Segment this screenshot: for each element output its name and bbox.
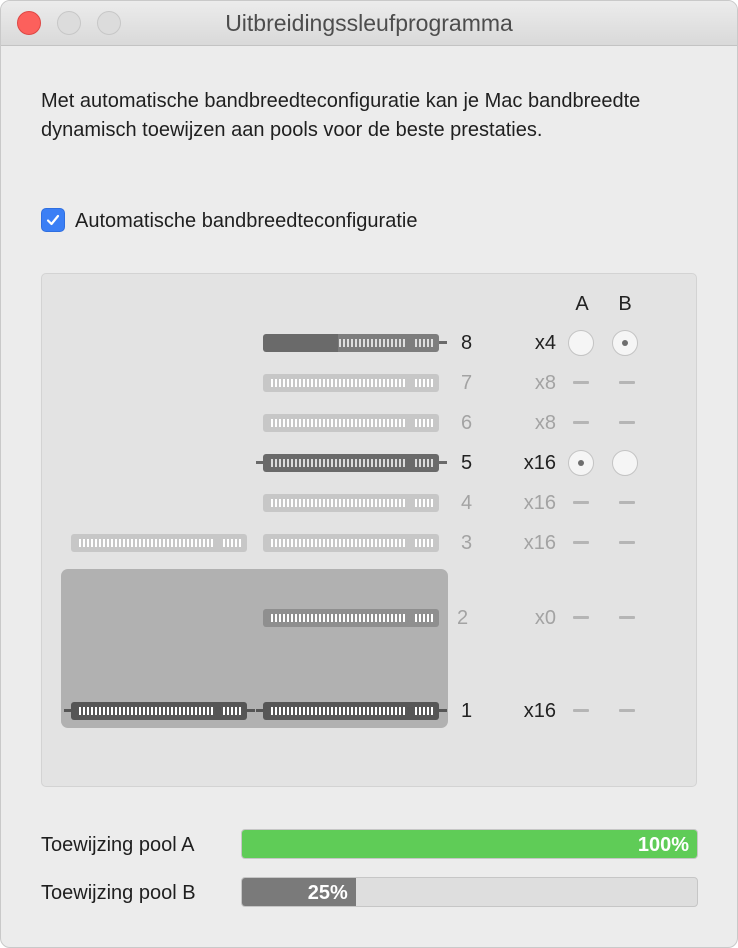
slot-6-lanes: x8 — [534, 412, 556, 434]
slot-1-connector-mid — [247, 709, 255, 712]
slot-1-pool-a-dash — [573, 709, 589, 712]
column-header-b: B — [618, 293, 632, 315]
slot-2-pool-a-dash — [573, 616, 589, 619]
radio-selected-dot — [578, 460, 584, 466]
pool-b-fill — [242, 878, 356, 906]
slot-6-pool-b-dash — [619, 421, 635, 424]
pool-b-percent: 25% — [307, 882, 348, 904]
checkmark-icon — [45, 212, 61, 228]
slot-4-pool-b-dash — [619, 501, 635, 504]
radio-selected-dot — [622, 340, 628, 346]
slot-8-pool-a-radio[interactable] — [568, 330, 594, 356]
auto-config-label[interactable]: Automatische bandbreedteconfiguratie — [75, 210, 418, 232]
slot-1-lanes: x16 — [523, 700, 556, 722]
auto-config-checkbox[interactable] — [41, 208, 65, 232]
slot-8-card — [263, 334, 439, 352]
slot-5-lanes: x16 — [523, 452, 556, 474]
pool-b-label: Toewijzing pool B — [41, 882, 196, 904]
slot-5-pool-b-radio[interactable] — [612, 450, 638, 476]
description-text: Met automatische bandbreedteconfiguratie kan je Mac bandbreedte dynamisch toewijzen aan pools voor de beste prestaties. — [41, 90, 641, 141]
slot-5-connector-right — [439, 461, 447, 464]
slot-3-pool-a-dash — [573, 541, 589, 544]
slot-7-number: 7 — [461, 372, 473, 394]
slot-1-number: 1 — [461, 700, 473, 722]
slot-3-number: 3 — [461, 532, 473, 554]
slot-1-card-right — [263, 702, 439, 720]
slot-2-card — [263, 609, 439, 627]
column-header-a: A — [575, 293, 589, 315]
slot-7-pool-b-dash — [619, 381, 635, 384]
slot-5-pool-a-radio[interactable] — [568, 450, 594, 476]
slot-8-number: 8 — [461, 332, 473, 354]
window-title: Uitbreidingssleufprogramma — [225, 10, 513, 36]
title-bar — [1, 1, 737, 46]
slot-6-number: 6 — [461, 412, 473, 434]
slot-8-connector — [439, 341, 447, 344]
pool-a-progress-bar — [241, 829, 698, 859]
pool-a-label: Toewijzing pool A — [41, 834, 195, 856]
slot-7-lanes: x8 — [534, 372, 556, 394]
slot-7-card — [263, 374, 439, 392]
pool-a-percent: 100% — [637, 834, 689, 856]
slot-5-number: 5 — [461, 452, 473, 474]
slot-3-lanes: x16 — [523, 532, 556, 554]
slot-2-number: 2 — [457, 607, 469, 629]
slot-7-pool-a-dash — [573, 381, 589, 384]
slot-1-connector-right — [439, 709, 447, 712]
slot-1-card-left — [71, 702, 247, 720]
slot-2-pool-b-dash — [619, 616, 635, 619]
slot-6-card — [263, 414, 439, 432]
slot-8-lanes: x4 — [534, 332, 556, 354]
slot-3-card-left — [71, 534, 247, 552]
slot-6-pool-a-dash — [573, 421, 589, 424]
slot-4-card — [263, 494, 439, 512]
pool-b-progress-bar — [241, 877, 698, 907]
slot-1-pool-b-dash — [619, 709, 635, 712]
pool-a-fill — [242, 830, 697, 858]
slot-4-number: 4 — [461, 492, 473, 514]
slot-8-pool-b-radio[interactable] — [612, 330, 638, 356]
slot-5-card — [263, 454, 439, 472]
slot-3-card-right — [263, 534, 439, 552]
slot-4-pool-a-dash — [573, 501, 589, 504]
slot-3-pool-b-dash — [619, 541, 635, 544]
slot-2-lanes: x0 — [534, 607, 556, 629]
slot-4-lanes: x16 — [523, 492, 556, 514]
